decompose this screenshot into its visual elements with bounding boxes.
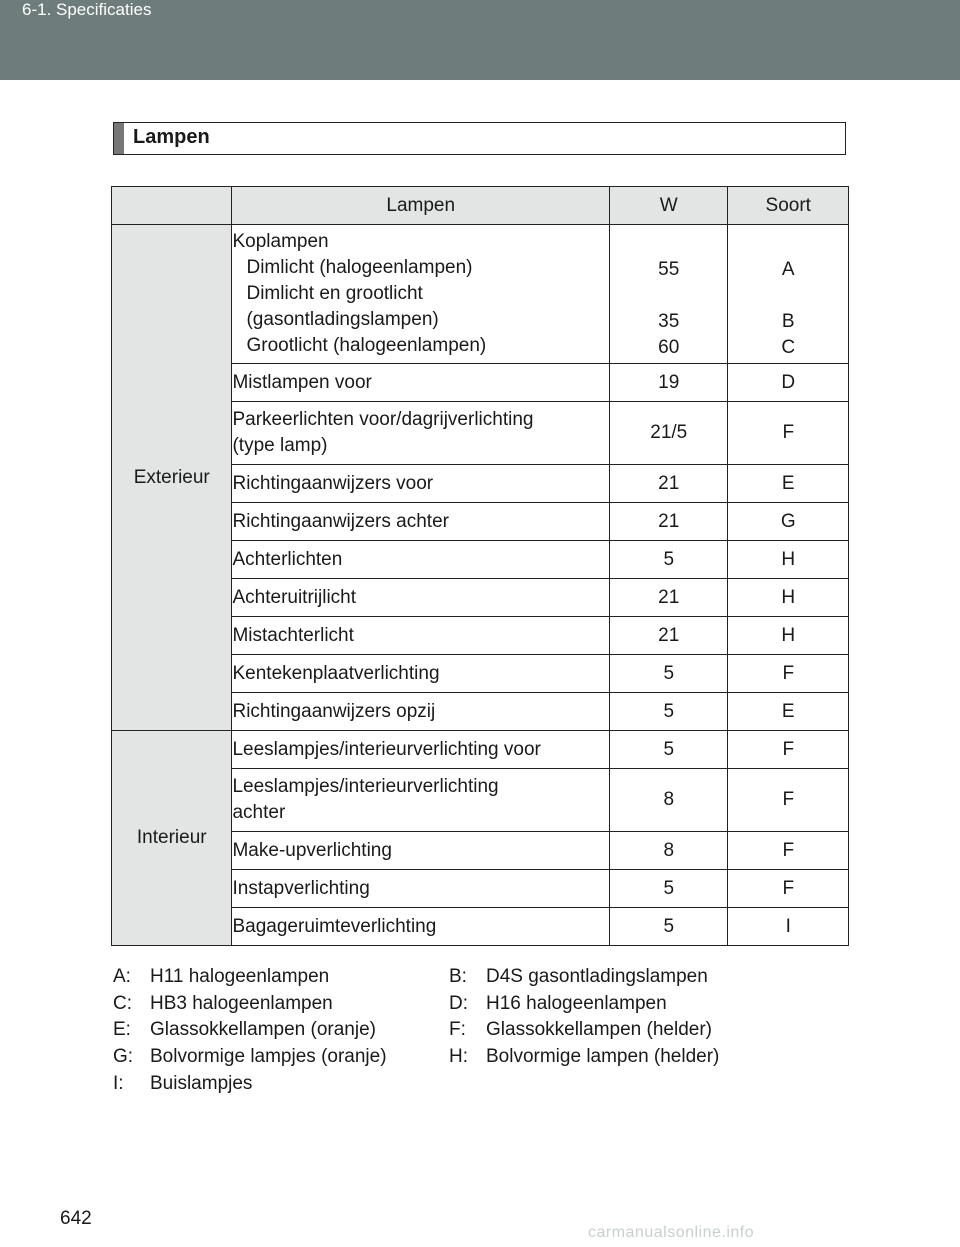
lamp-cell: Bagageruimteverlichting <box>232 908 610 946</box>
chapter-header <box>0 0 960 80</box>
footnote <box>113 1046 453 1072</box>
footnote-text: HB3 halogeenlampen <box>150 993 333 1014</box>
footnote-key: E: <box>113 1019 131 1040</box>
footnote-key: C: <box>113 993 132 1014</box>
watermark-text: carmanualsonline.info <box>588 1224 755 1241</box>
footnote <box>113 1019 453 1045</box>
lamp-line: achter <box>232 802 286 823</box>
footnote-text: Buislampjes <box>150 1073 253 1094</box>
footnote-text: Glassokkellampen (oranje) <box>150 1019 376 1040</box>
lamp-cell: Kentekenplaatverlichting <box>232 655 610 693</box>
footnote-text: H16 halogeenlampen <box>486 993 667 1014</box>
watt-cell: 21 <box>610 465 728 503</box>
soort-cell: F <box>728 402 849 465</box>
table-row <box>112 225 849 364</box>
watt-cell: 5 <box>610 541 728 579</box>
soort-value: B <box>781 311 795 332</box>
soort-value: C <box>781 337 796 358</box>
lamp-cell <box>232 769 610 832</box>
koplampen-line: (gasontladingslampen) <box>246 309 439 330</box>
lamp-cell: Richtingaanwijzers achter <box>232 503 610 541</box>
watt-cell: 21 <box>610 579 728 617</box>
watt-cell: 21/5 <box>610 402 728 465</box>
lamp-line: Parkeerlichten voor/dagrijverlichting <box>232 409 534 430</box>
soort-cell: F <box>728 769 849 832</box>
footnote-key: H: <box>449 1046 468 1067</box>
watt-cell: 19 <box>610 364 728 402</box>
lamp-table <box>111 186 849 946</box>
soort-cell <box>728 225 849 364</box>
lamp-cell: Leeslampjes/interieurverlichting voor <box>232 731 610 769</box>
watt-cell: 5 <box>610 908 728 946</box>
watt-cell: 5 <box>610 693 728 731</box>
soort-cell: F <box>728 832 849 870</box>
lamp-cell: Richtingaanwijzers opzij <box>232 693 610 731</box>
watt-cell <box>610 225 728 364</box>
lamp-cell: Mistlampen voor <box>232 364 610 402</box>
koplampen-title: Koplampen <box>232 231 329 252</box>
lamp-cell: Achterlichten <box>232 541 610 579</box>
footnote <box>449 966 789 992</box>
lamp-cell: Instapverlichting <box>232 870 610 908</box>
soort-cell: F <box>728 870 849 908</box>
soort-cell: E <box>728 693 849 731</box>
lamp-cell: Richtingaanwijzers voor <box>232 465 610 503</box>
footnote <box>449 1019 789 1045</box>
koplampen-line: Dimlicht (halogeenlampen) <box>246 257 473 278</box>
koplampen-line: Grootlicht (halogeenlampen) <box>246 335 487 356</box>
lamp-cell <box>232 225 610 364</box>
watt-cell: 8 <box>610 832 728 870</box>
lamp-line: Leeslampjes/interieurverlichting <box>232 776 499 797</box>
koplampen-line: Dimlicht en grootlicht <box>246 283 423 304</box>
watt-cell: 8 <box>610 769 728 832</box>
soort-cell: G <box>728 503 849 541</box>
watt-value: 60 <box>658 337 680 358</box>
header-category <box>112 187 232 225</box>
lamp-line: (type lamp) <box>232 435 328 456</box>
footnote-text: Bolvormige lampen (helder) <box>486 1046 720 1067</box>
footnote-key: I: <box>113 1073 124 1094</box>
header-lampen: Lampen <box>232 187 610 225</box>
lamp-cell: Mistachterlicht <box>232 617 610 655</box>
category-interieur: Interieur <box>112 731 232 946</box>
footnote-text: H11 halogeenlampen <box>150 966 330 987</box>
footnote <box>113 966 453 992</box>
footnote-text: Bolvormige lampjes (oranje) <box>150 1046 387 1067</box>
soort-cell: F <box>728 655 849 693</box>
header-soort: Soort <box>728 187 849 225</box>
footnote-text: D4S gasontladingslampen <box>486 966 708 987</box>
soort-cell: E <box>728 465 849 503</box>
soort-cell: F <box>728 731 849 769</box>
watt-cell: 5 <box>610 870 728 908</box>
footnote-key: A: <box>113 966 131 987</box>
soort-cell: D <box>728 364 849 402</box>
footnote-key: F: <box>449 1019 466 1040</box>
soort-cell: H <box>728 617 849 655</box>
footnote-text: Glassokkellampen (helder) <box>486 1019 712 1040</box>
watt-value: 35 <box>658 311 680 332</box>
page-number: 642 <box>60 1208 92 1229</box>
lamp-cell: Achteruitrijlicht <box>232 579 610 617</box>
soort-cell: I <box>728 908 849 946</box>
footnote-key: G: <box>113 1046 134 1067</box>
footnote-key: B: <box>449 966 467 987</box>
watt-value: 55 <box>658 259 680 280</box>
section-heading <box>113 122 846 155</box>
soort-value: A <box>781 259 795 280</box>
soort-cell: H <box>728 579 849 617</box>
table-row <box>112 731 849 769</box>
lamp-cell <box>232 402 610 465</box>
footnote <box>449 1046 789 1072</box>
category-exterieur: Exterieur <box>112 225 232 731</box>
footnote <box>449 993 789 1019</box>
watt-cell: 5 <box>610 731 728 769</box>
soort-cell: H <box>728 541 849 579</box>
section-title: Lampen <box>133 126 210 148</box>
footnote <box>113 993 453 1019</box>
footnote <box>113 1073 453 1099</box>
watt-cell: 5 <box>610 655 728 693</box>
lamp-cell: Make-upverlichting <box>232 832 610 870</box>
footnote-key: D: <box>449 993 468 1014</box>
chapter-title: 6-1. Specificaties <box>22 0 152 19</box>
header-watt: W <box>610 187 728 225</box>
watt-cell: 21 <box>610 503 728 541</box>
section-heading-bar <box>114 123 124 154</box>
table-header-row <box>112 187 849 225</box>
watt-cell: 21 <box>610 617 728 655</box>
